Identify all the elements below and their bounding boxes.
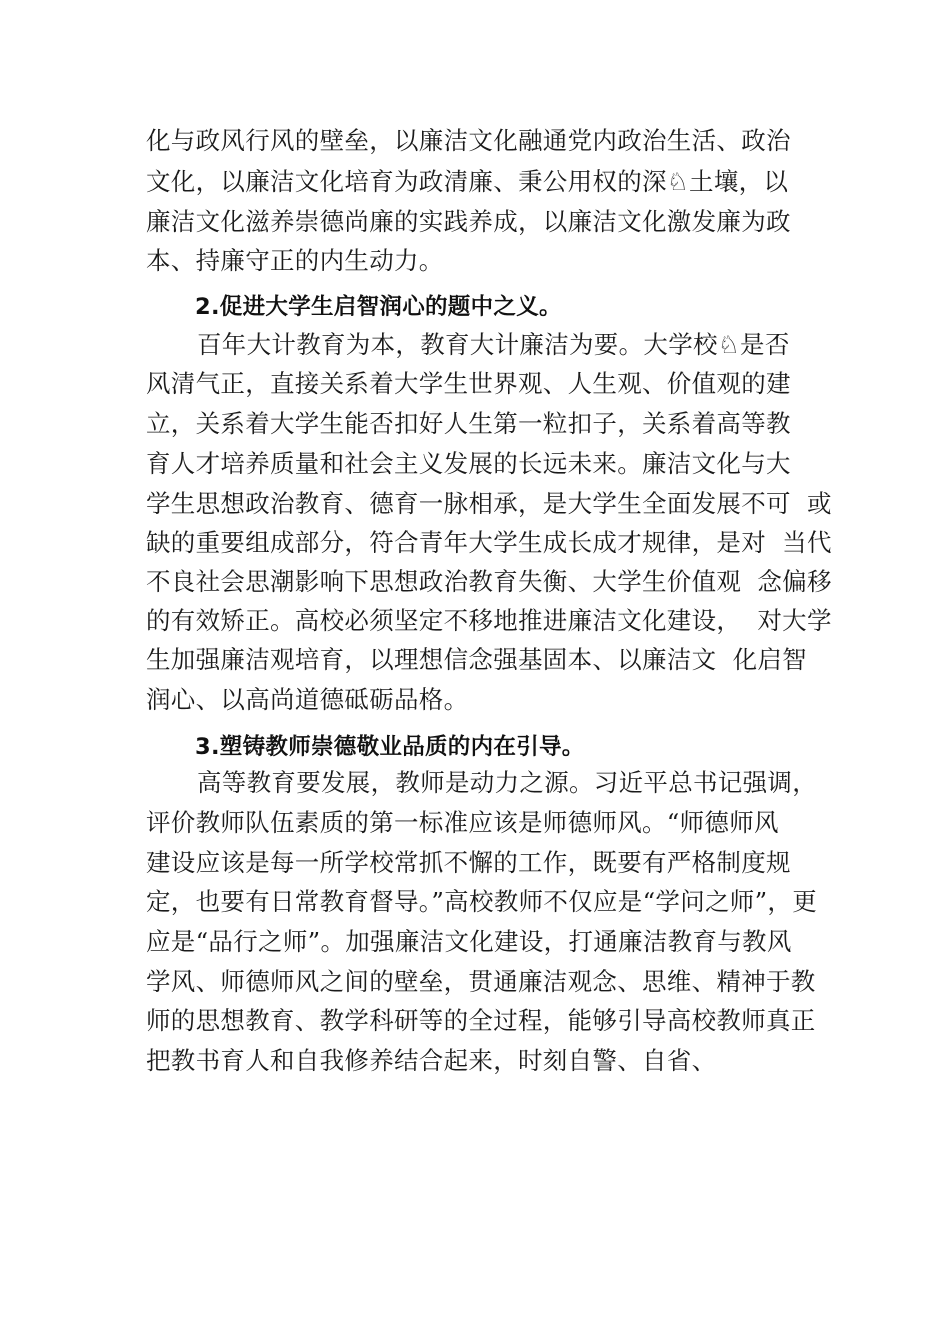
paragraph-line: 不良社会思潮影响下思想政治教育失衡、大学生价值观 念偏移 — [146, 567, 832, 596]
paragraph-line: 润心、以高尚道德砥砺品格。 — [146, 685, 469, 714]
paragraph-line: 立，关系着大学生能否扣好人生第一粒扣子，关系着高等教 — [146, 409, 791, 438]
paragraph-line: 的有效矫正。高校必须坚定不移地推进廉洁文化建设， 对大学 — [146, 606, 832, 635]
paragraph-line: 学风、师德师风之间的壁垒，贯通廉洁观念、思维、精神于教 — [146, 967, 816, 996]
paragraph-line: 评价教师队伍素质的第一标准应该是师德师风。“师德师风 — [146, 808, 779, 837]
paragraph-line: 文化，以廉洁文化培育为政清廉、秉公用权的深♘土壤，以 — [146, 167, 789, 196]
paragraph-line: 建设应该是每一所学校常抓不懈的工作，既要有严格制度规 — [146, 848, 791, 877]
paragraph-line: 本、持廉守正的内生动力。 — [146, 246, 444, 275]
paragraph-line: 把教书育人和自我修养结合起来，时刻自警、自省、 — [146, 1046, 717, 1075]
paragraph-line: 化与政风行风的壁垒，以廉洁文化融通党内政治生活、政治 — [146, 126, 791, 155]
paragraph-line: 师的思想教育、教学科研等的全过程，能够引导高校教师真正 — [146, 1006, 816, 1035]
paragraph-line: 应是“品行之师”。加强廉洁文化建设，打通廉洁教育与教风 — [146, 927, 792, 956]
paragraph-line: 廉洁文化滋养崇德尚廉的实践养成，以廉洁文化激发廉为政 — [146, 207, 791, 236]
paragraph-line: 定，也要有日常教育督导。”高校教师不仅应是“学问之师”，更 — [146, 887, 818, 916]
paragraph-line: 高等教育要发展，教师是动力之源。习近平总书记强调， — [197, 768, 817, 797]
section-heading-2: 2.促进大学生启智润心的题中之义。 — [195, 294, 562, 320]
paragraph-line: 缺的重要组成部分，符合青年大学生成长成才规律，是对 当代 — [146, 528, 832, 557]
paragraph-line: 学生思想政治教育、德育一脉相承，是大学生全面发展不可 或 — [146, 489, 832, 518]
paragraph-line: 育人才培养质量和社会主义发展的长远未来。廉洁文化与大 — [146, 449, 791, 478]
paragraph-line: 风清气正，直接关系着大学生世界观、人生观、价值观的建 — [146, 369, 791, 398]
section-heading-3: 3.塑铸教师崇德敬业品质的内在引导。 — [195, 734, 585, 760]
paragraph-line: 生加强廉洁观培育，以理想信念强基固本、以廉洁文 化启智 — [146, 645, 807, 674]
paragraph-line: 百年大计教育为本，教育大计廉洁为要。大学校♘是否 — [197, 330, 790, 359]
